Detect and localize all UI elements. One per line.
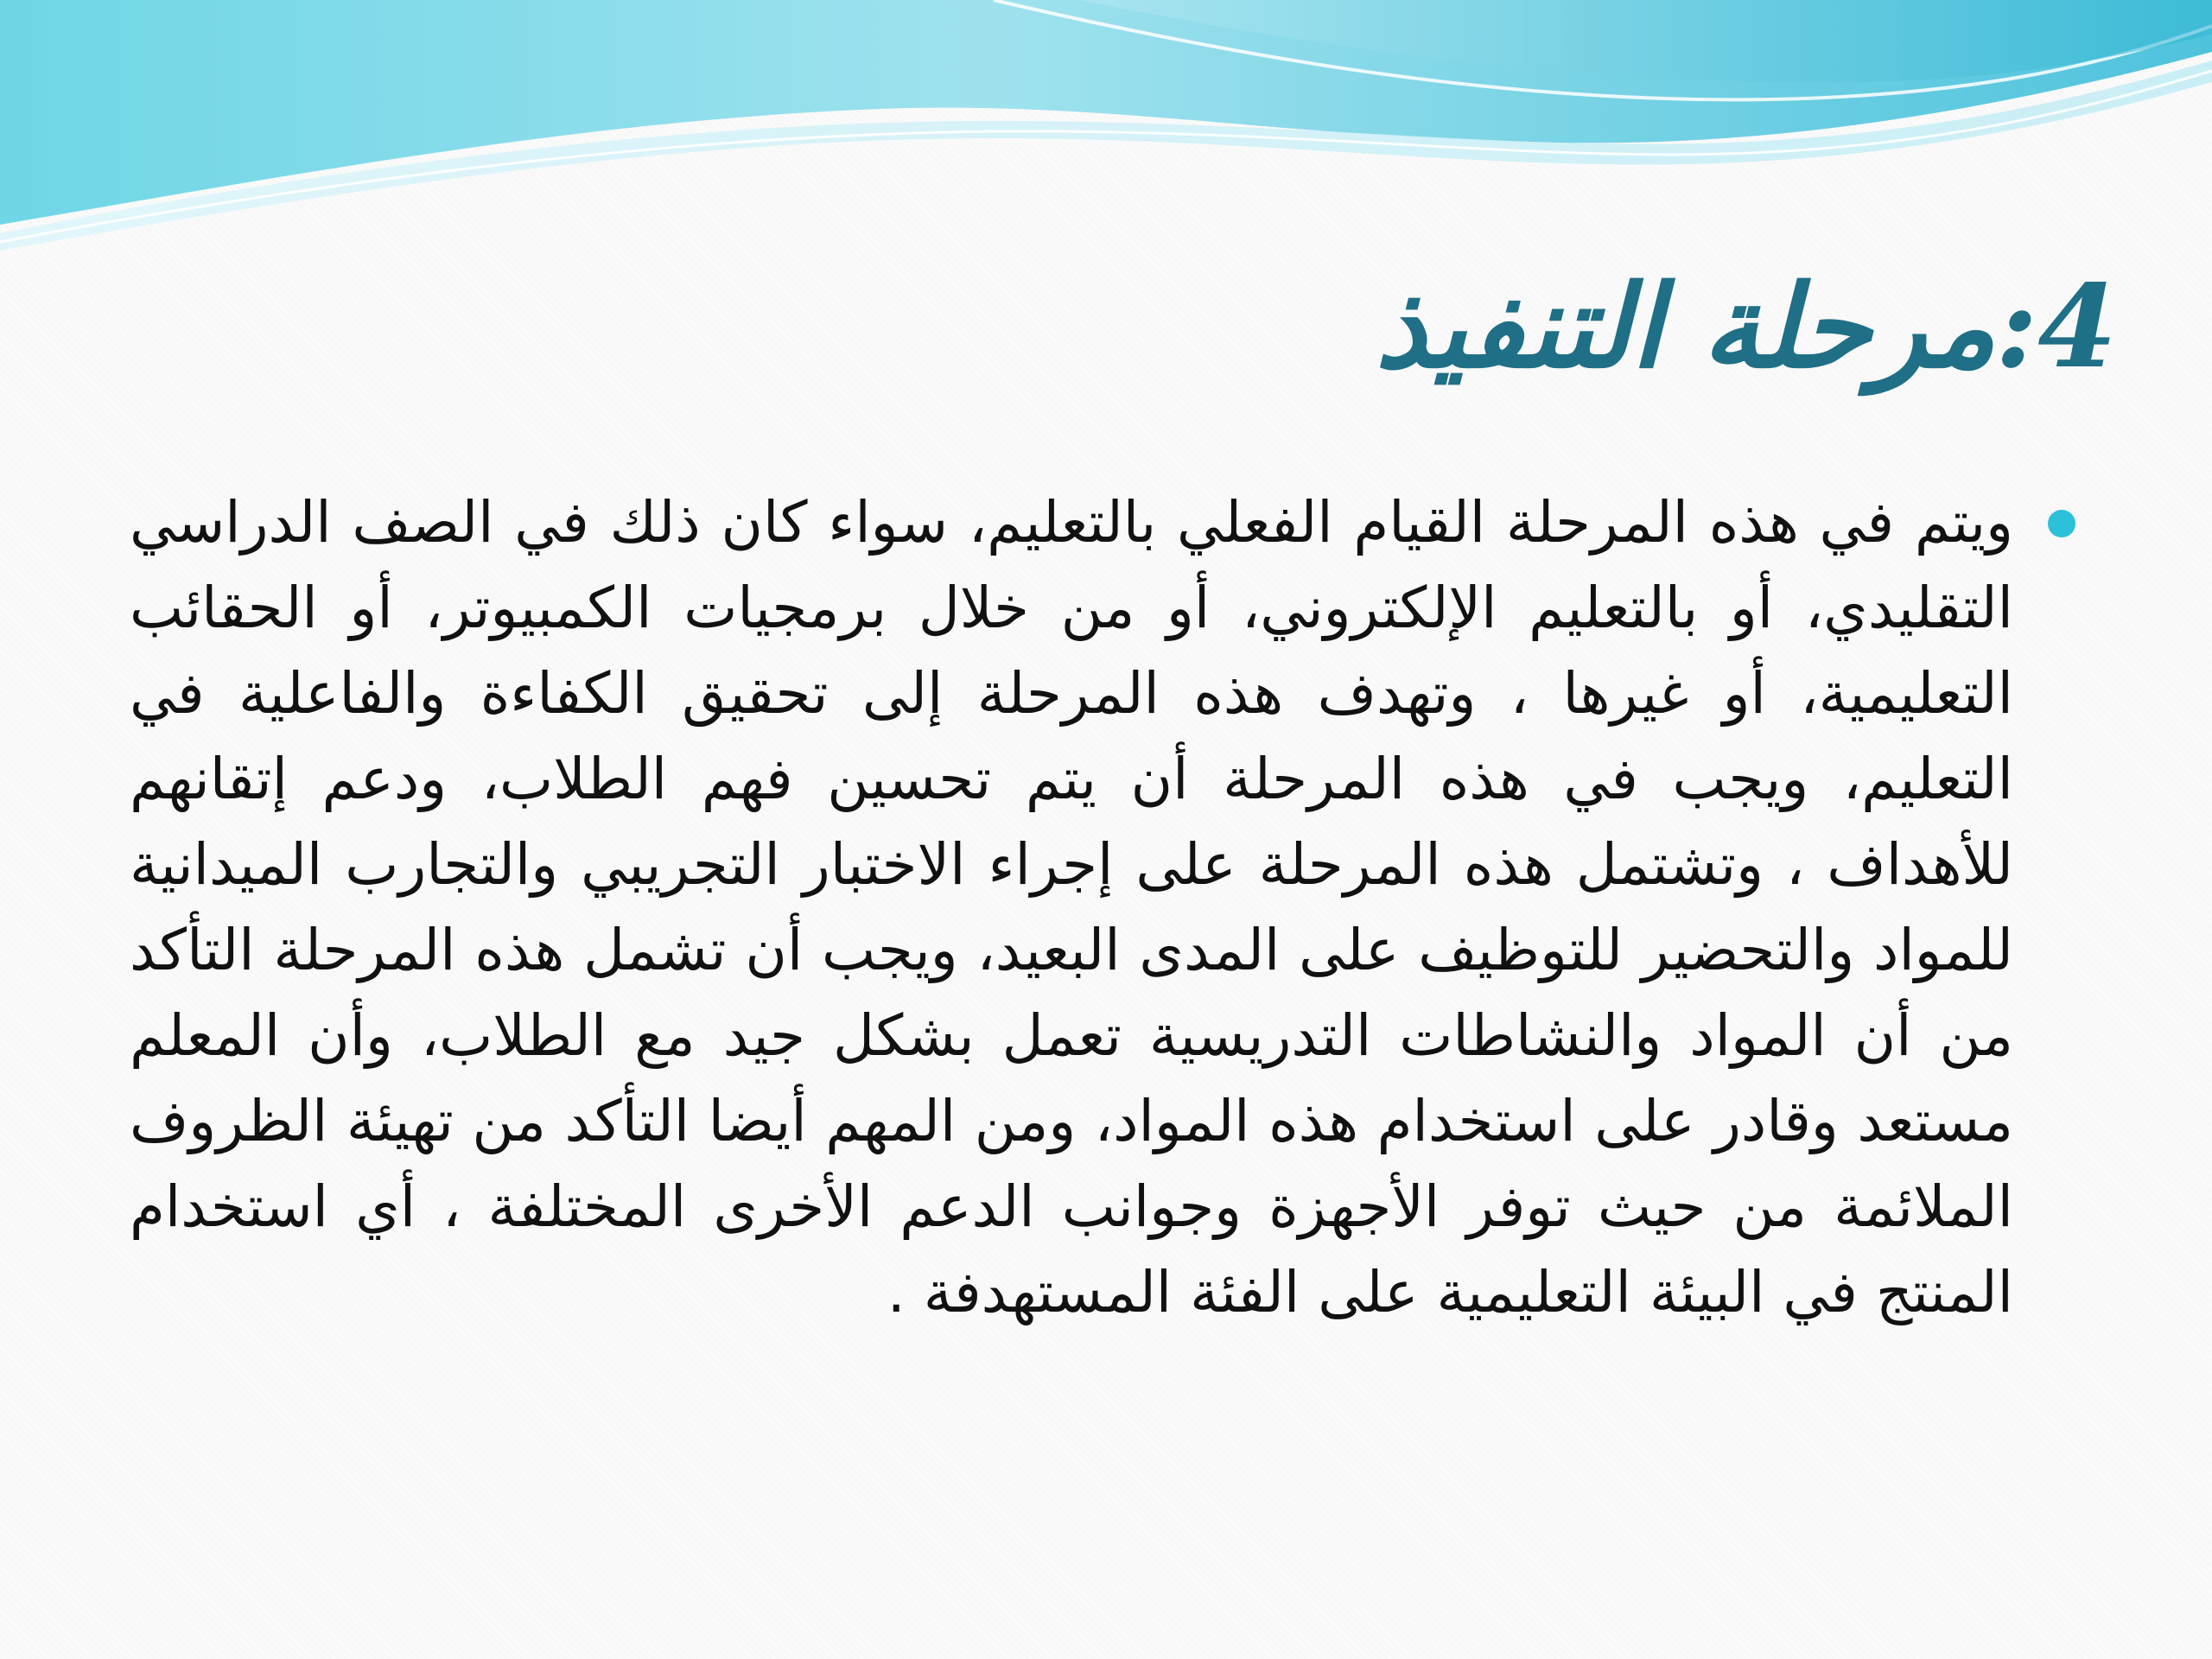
slide-title: 4:مرحلة التنفيذ <box>1375 260 2117 394</box>
wave-header-decoration <box>0 0 2212 259</box>
slide-body-paragraph: ويتم في هذه المرحلة القيام الفعلي بالتعليم، سواء كان ذلك في الصف الدراسي التقليدي، أو بالتعليم الإلكتروني، أو من خلال برمجيات الكمبيوتر، أو الحقائب التعليمية، أو غيرها ، وتهدف هذه المرحلة إلى تحقيق الكفاءة والفاعلية في التعليم، ويجب في هذه المرحلة أن يتم تحسين فهم الطلاب، ودعم إتقانهم للأهداف ، وتشتمل هذه المرحلة على إجراء الاختبار التجريبي والتجارب الميدانية للمواد والتحضير للتوظيف على المدى البعيد، ويجب أن تشمل هذه المرحلة التأكد من أن المواد والنشاطات التدريسية تعمل بشكل جيد مع الطلاب، وأن المعلم مستعد وقادر على استخدام هذه المواد، ومن المهم أيضا التأكد من تهيئة الظروف الملائمة من حيث توفر الأجهزة وجوانب الدعم الأخرى المختلفة ، أي استخدام المنتج في البيئة التعليمية على الفئة المستهدفة . <box>130 489 2013 1325</box>
bullet-icon <box>2048 510 2075 537</box>
